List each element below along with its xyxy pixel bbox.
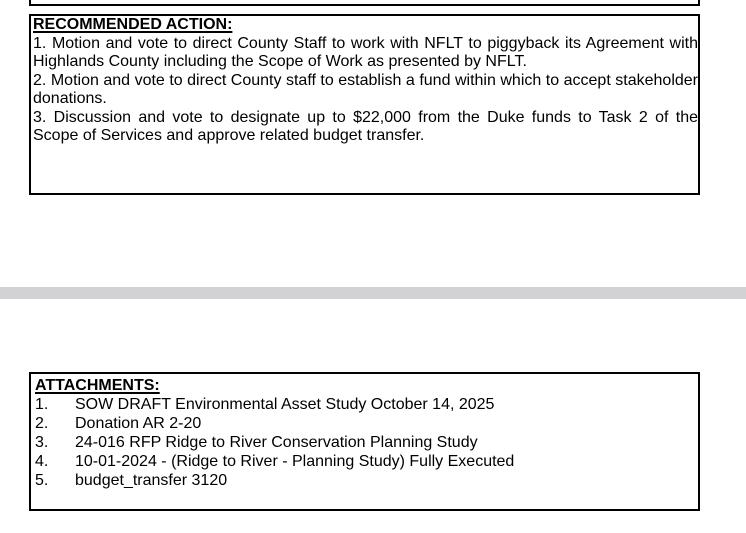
attachment-label: 10-01-2024 - (Ridge to River - Planning Study) Fully Executed <box>75 453 515 470</box>
attachment-number: 4. <box>35 453 49 470</box>
attachment-item <box>35 433 698 452</box>
attachment-label: Donation AR 2-20 <box>75 415 202 432</box>
attachment-item <box>35 395 698 414</box>
attachment-item <box>35 452 698 471</box>
action-item-3: 3. Discussion and vote to designate up to $22,000 from the Duke funds to Task 2 of the Scope of Services and approve related budget transfer. <box>33 108 698 144</box>
attachment-label: budget_transfer 3120 <box>75 472 228 489</box>
attachment-number: 5. <box>35 472 49 489</box>
attachment-number: 2. <box>35 415 49 432</box>
attachment-label: 24-016 RFP Ridge to River Conservation Planning Study <box>75 434 478 451</box>
attachment-label: SOW DRAFT Environmental Asset Study October 14, 2025 <box>75 396 495 413</box>
recommended-action-heading: RECOMMENDED ACTION: <box>33 16 233 33</box>
attachment-number: 3. <box>35 434 49 451</box>
previous-box-bottom-edge <box>29 0 700 6</box>
action-item-2: 2. Motion and vote to direct County staff to establish a fund within which to accept stakeholder donations. <box>33 71 698 107</box>
attachments-heading: ATTACHMENTS: <box>35 377 160 394</box>
recommended-action-box <box>29 14 700 195</box>
attachment-item <box>35 414 698 433</box>
attachment-number: 1. <box>35 396 49 413</box>
page-break-divider <box>0 287 746 299</box>
action-item-1: 1. Motion and vote to direct County Staff to work with NFLT to piggyback its Agreement with Highlands County including the Scope of Work as presented by NFLT. <box>33 34 698 70</box>
attachments-box <box>29 372 700 511</box>
attachment-item <box>35 471 698 490</box>
